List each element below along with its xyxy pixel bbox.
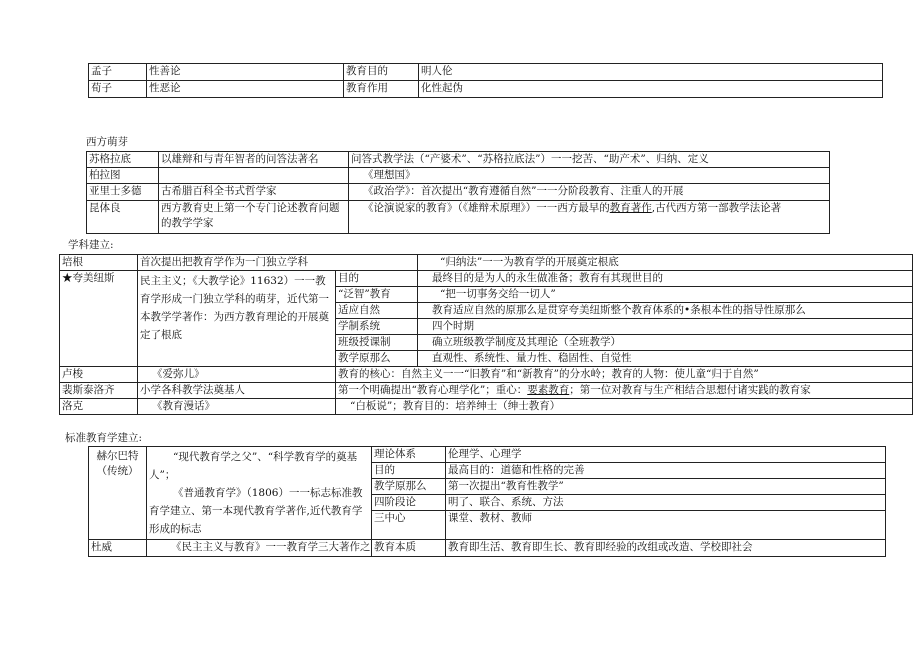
underlined-text: 要素教育 <box>527 384 570 396</box>
cell: 昆体良 <box>87 201 159 234</box>
cell: 洛克 <box>60 399 138 415</box>
herbart-desc-1: “现代教育学之父”、“科学教育学的奠基人”； <box>149 451 358 481</box>
cell: 首次提出把教育学作为一门独立学科 <box>138 255 418 271</box>
cell: 最终目的是为人的永生做准备；教育有其现世目的 <box>418 271 913 287</box>
cell: 《民主主义与教育》一一教育学三大著作之 <box>147 540 372 557</box>
cell-text: 第一个明确提出“教育心理学化”；重心： <box>338 384 528 396</box>
table-row <box>60 399 913 415</box>
cell: “泛智”教育 <box>336 287 418 303</box>
table-row <box>87 201 830 234</box>
cell: “归纳法”一一为教育学的开展奠定根底 <box>418 255 913 271</box>
cell: 教育目的 <box>344 64 419 81</box>
cell: 西方教育史上第一个专门论述教育问题的教学学家 <box>159 201 349 234</box>
standard-table <box>88 446 886 557</box>
cell: 民主主义；《大教学论》11632）一一教育学形成一门独立学科的萌芽，近代第一本教学学著作：为西方教育理论的开展奠定了根底 <box>138 271 336 367</box>
cell: 问答式教学法（“产婆术”、“苏格拉底法”）一一挖苦、“助产术”、归纳、定义 <box>349 152 830 168</box>
cell <box>349 201 830 234</box>
cell: 培根 <box>60 255 138 271</box>
table-row <box>60 271 913 287</box>
table-row <box>89 447 886 463</box>
cell: 性善论 <box>147 64 344 81</box>
cell: 性恶论 <box>147 81 344 98</box>
cell: 教育的核心：自然主义一一“旧教育”和“新教育”的分水岭；教育的人物：使儿童“归于自然” <box>336 367 913 383</box>
cell-text: ；第一位对教育与生产相结合思想付诸实践的教育家 <box>569 384 811 396</box>
table-row <box>87 152 830 168</box>
cell: 明人伦 <box>419 64 883 81</box>
cell <box>159 168 349 184</box>
table-row <box>60 367 913 383</box>
table-row <box>89 540 886 557</box>
cell: 三中心 <box>372 511 446 540</box>
cell: 教育适应自然的原那么是贯穿夸美纽斯整个教育体系的•条根本性的指导性原那么 <box>418 303 913 319</box>
cell: 明了、联合、系统、方法 <box>446 495 886 511</box>
cell-text: 《论演说家的教育》（《雄辩术原理》）一一西方最早的 <box>363 202 610 214</box>
cell: 苏格拉底 <box>87 152 159 168</box>
section-title-west: 西方萌芽 <box>86 136 128 148</box>
cell: 伦理学、心理学 <box>446 447 886 463</box>
cell: “白板说”；教育目的：培养绅士（绅士教育） <box>336 399 913 415</box>
section-title-discipline: 学科建立: <box>68 239 114 251</box>
underlined-text: 教育著作 <box>609 202 652 214</box>
cell: 教育本质 <box>372 540 446 557</box>
table-row <box>87 184 830 201</box>
cell: 《政治学》：首次提出“教育遵循自然”一一分阶段教育、注重人的开展 <box>349 184 830 201</box>
cell: 荀子 <box>89 81 147 98</box>
discipline-table <box>59 254 913 415</box>
cell: 四阶段论 <box>372 495 446 511</box>
cell: 最高目的：道德和性格的完善 <box>446 463 886 479</box>
cell <box>147 447 372 540</box>
table-row <box>60 383 913 399</box>
cell: 适应自然 <box>336 303 418 319</box>
cell: 古希腊百科全书式哲学家 <box>159 184 349 201</box>
cell: 亚里士多德 <box>87 184 159 201</box>
cell: 《理想国》 <box>349 168 830 184</box>
cell: 《爱弥儿》 <box>138 367 336 383</box>
cell: 理论体系 <box>372 447 446 463</box>
thinkers-table <box>88 63 883 98</box>
table-row <box>60 255 913 271</box>
table-row <box>89 64 883 81</box>
cell: 《教育漫话》 <box>138 399 336 415</box>
table-row <box>87 168 830 184</box>
cell <box>336 383 913 399</box>
cell: 目的 <box>336 271 418 287</box>
cell: 第一次提出“教育性教学” <box>446 479 886 495</box>
cell: 确立班级教学制度及其理论（全班教学） <box>418 335 913 351</box>
cell: 教学原那么 <box>372 479 446 495</box>
cell: 以雄辩和与青年智者的问答法著名 <box>159 152 349 168</box>
cell: 教育作用 <box>344 81 419 98</box>
cell: 四个时期 <box>418 319 913 335</box>
cell: 裴斯泰洛齐 <box>60 383 138 399</box>
cell: 小学各科教学法奠基人 <box>138 383 336 399</box>
cell: 卢梭 <box>60 367 138 383</box>
cell: 杜威 <box>89 540 147 557</box>
herbart-desc-2: 《普通教育学》（1806）一一标志标准教育学建立、第一本现代教育学著作,近代教育学形成的标志 <box>149 487 363 535</box>
cell: 班级授课制 <box>336 335 418 351</box>
cell: 学制系统 <box>336 319 418 335</box>
table-row <box>89 81 883 98</box>
section-title-standard: 标准教育学建立: <box>65 432 143 444</box>
cell: 课堂、教材、教师 <box>446 511 886 540</box>
cell: 教学原那么 <box>336 351 418 367</box>
cell: 柏拉图 <box>87 168 159 184</box>
cell: 化性起伪 <box>419 81 883 98</box>
cell: 直观性、系统性、量力性、稳固性、自觉性 <box>418 351 913 367</box>
west-table <box>86 151 830 234</box>
cell: 赫尔巴特（传统） <box>89 447 147 540</box>
cell: 目的 <box>372 463 446 479</box>
cell-text: ,古代西方第一部教学法论著 <box>651 202 782 214</box>
cell: 孟子 <box>89 64 147 81</box>
cell: 教育即生活、教育即生长、教育即经验的改组或改造、学校即社会 <box>446 540 886 557</box>
cell: “把一切事务交给一切人” <box>418 287 913 303</box>
cell: ★夸美纽斯 <box>60 271 138 367</box>
